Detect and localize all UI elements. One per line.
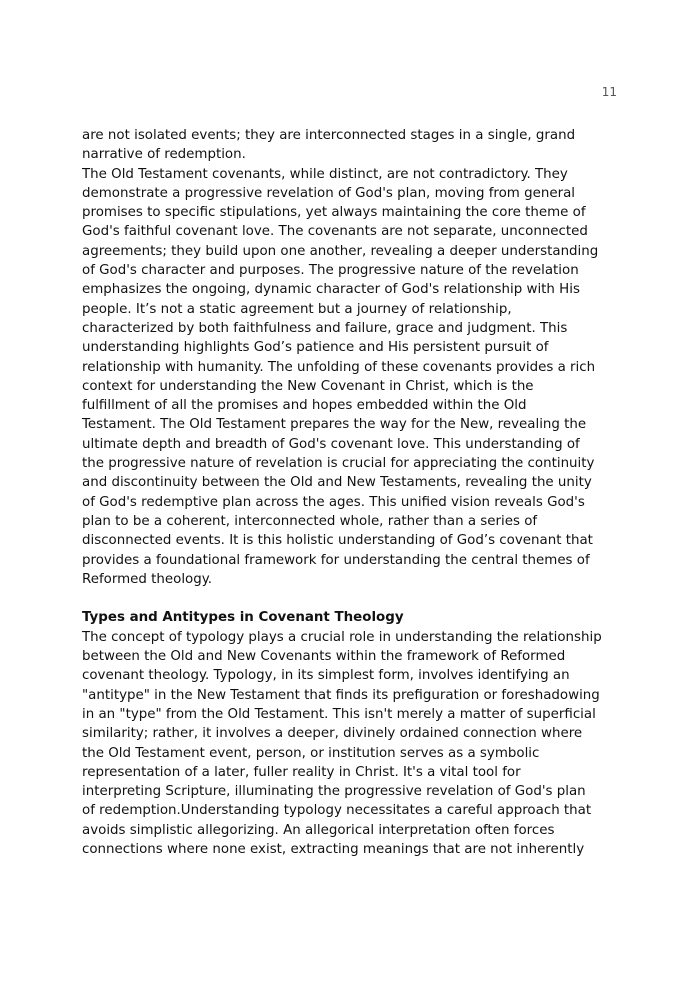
- text-line: provides a foundational framework for understanding the central themes of: [82, 552, 590, 568]
- section-heading: Types and Antitypes in Covenant Theology: [82, 610, 404, 626]
- text-line: connections where none exist, extracting meanings that are not inherently: [82, 841, 585, 857]
- text-line: Reformed theology.: [82, 571, 213, 587]
- text-line: people. It’s not a static agreement but a journey of relationship,: [82, 301, 512, 317]
- text-line: of redemption.Understanding typology necessitates a careful approach that: [82, 803, 592, 819]
- text-line: are not isolated events; they are interconnected stages in a single, grand: [82, 128, 576, 143]
- body-text: [82, 126, 620, 859]
- paragraph-3: [82, 628, 620, 860]
- text-line: characterized by both faithfulness and failure, grace and judgment. This: [82, 320, 568, 336]
- text-line: covenant theology. Typology, in its simplest form, involves identifying an: [82, 668, 570, 684]
- paragraph-2: [82, 165, 620, 590]
- text-line: fulfillment of all the promises and hopes embedded within the Old: [82, 398, 527, 414]
- text-line: God's faithful covenant love. The covenants are not separate, unconnected: [82, 224, 588, 240]
- text-line: demonstrate a progressive revelation of God's plan, moving from general: [82, 185, 576, 201]
- text-line: of God's character and purposes. The progressive nature of the revelation: [82, 263, 579, 279]
- text-line: interpreting Scripture, illuminating the progressive revelation of God's plan: [82, 784, 586, 800]
- text-line: disconnected events. It is this holistic understanding of God’s covenant that: [82, 533, 593, 549]
- text-line: in an "type" from the Old Testament. This isn't merely a matter of superficial: [82, 706, 596, 722]
- text-line: Testament. The Old Testament prepares the way for the New, revealing the: [82, 417, 587, 433]
- text-line: and discontinuity between the Old and New Testaments, revealing the unity: [82, 475, 592, 491]
- text-line: avoids simplistic allegorizing. An allegorical interpretation often forces: [82, 822, 555, 838]
- text-line: "antitype" in the New Testament that finds its prefiguration or foreshadowing: [82, 687, 600, 703]
- text-line: the progressive nature of revelation is crucial for appreciating the continuity: [82, 456, 595, 472]
- text-line: relationship with humanity. The unfolding of these covenants provides a rich: [82, 359, 596, 375]
- text-line: the Old Testament event, person, or institution serves as a symbolic: [82, 745, 540, 761]
- text-line: of God's redemptive plan across the ages. This unified vision reveals God's: [82, 494, 585, 510]
- text-line: between the Old and New Covenants within the framework of Reformed: [82, 649, 566, 665]
- text-line: similarity; rather, it involves a deeper, divinely ordained connection where: [82, 726, 583, 742]
- text-line: understanding highlights God’s patience and His persistent pursuit of: [82, 340, 549, 356]
- text-line: narrative of redemption.: [82, 147, 246, 163]
- paragraph-1: [82, 126, 620, 165]
- page-number: 11: [601, 85, 617, 99]
- text-line: agreements; they build upon one another, revealing a deeper understanding: [82, 243, 599, 259]
- text-line: context for understanding the New Covenant in Christ, which is the: [82, 378, 534, 394]
- text-line: The Old Testament covenants, while distinct, are not contradictory. They: [82, 166, 568, 182]
- text-line: ultimate depth and breadth of God's covenant love. This understanding of: [82, 436, 580, 452]
- text-line: representation of a later, fuller reality in Christ. It's a vital tool for: [82, 764, 521, 780]
- paragraph-spacer: [82, 589, 620, 608]
- text-line: plan to be a coherent, interconnected whole, rather than a series of: [82, 513, 538, 529]
- text-line: promises to specific stipulations, yet always maintaining the core theme of: [82, 205, 586, 221]
- text-line: The concept of typology plays a crucial role in understanding the relationship: [82, 629, 602, 645]
- text-line: emphasizes the ongoing, dynamic character of God's relationship with His: [82, 282, 580, 298]
